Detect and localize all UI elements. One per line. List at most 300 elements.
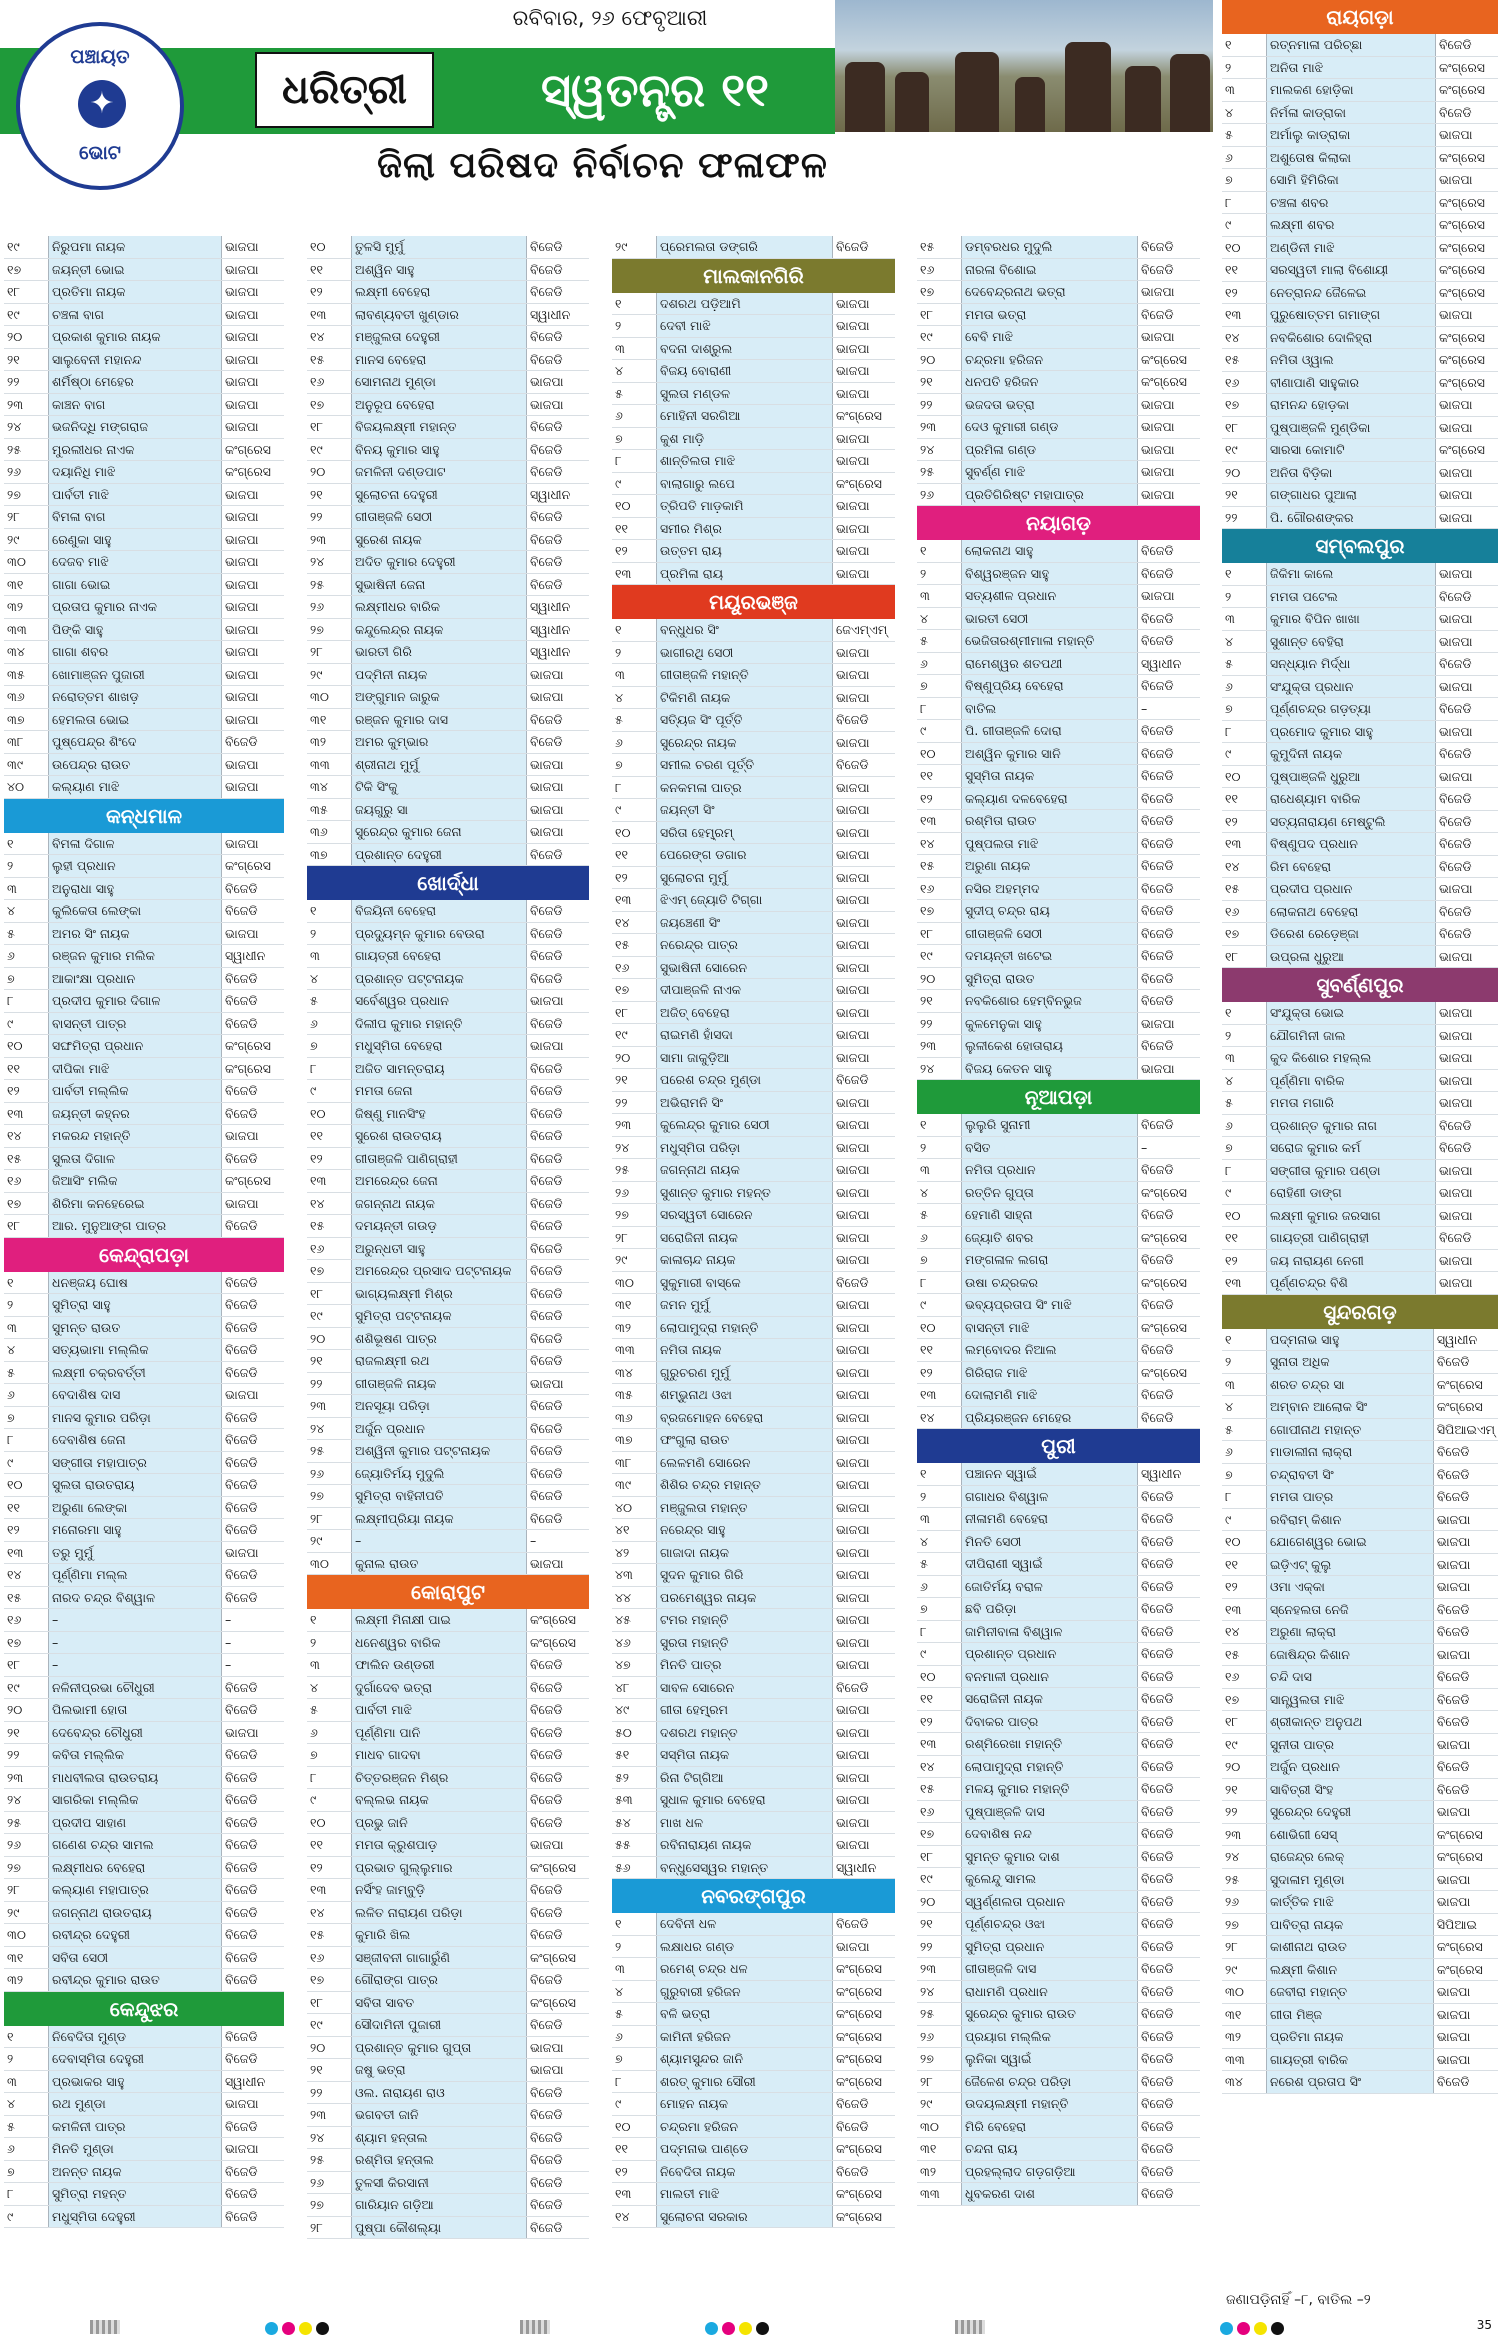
table-row <box>1222 1913 1498 1936</box>
party-name: କଂଗ୍ରେସ <box>527 1946 590 1969</box>
party-name: ଭାଜପା <box>833 315 896 338</box>
party-name: ଭାଜପା <box>833 1541 896 1564</box>
zone-number: ୫ <box>4 2115 49 2138</box>
table-row <box>1222 878 1498 901</box>
table-row <box>917 652 1200 675</box>
party-name: ଭାଜପା <box>1138 1057 1201 1080</box>
table-row <box>1222 1249 1498 1272</box>
table-row <box>1222 1002 1498 1024</box>
zone-number: ୮ <box>612 450 657 473</box>
zone-number: ୭ <box>917 675 962 698</box>
table-row <box>1222 1373 1498 1396</box>
party-name: ଭାଜପା <box>222 551 285 574</box>
candidate-name: ମଙ୍ଗଳାଳ ଲଗରା <box>962 1249 1138 1272</box>
party-name: ବିଜେଡି <box>1138 630 1201 653</box>
party-name: ବିଜେଡି <box>1138 1913 1201 1936</box>
party-name: ବିଜେଡି <box>527 1744 590 1767</box>
party-name: ଭାଜପା <box>1436 1047 1499 1070</box>
zone-number: ୬ <box>917 652 962 675</box>
table-row <box>917 787 1200 810</box>
results-table <box>4 1272 284 1992</box>
zone-number: ୧୨ <box>917 787 962 810</box>
table-row <box>4 1170 284 1193</box>
zone-number: ୩୩ <box>917 2183 962 2206</box>
zone-number: ୨୧ <box>4 1721 49 1744</box>
party-name: ବିଜେଡି <box>1433 1441 1498 1464</box>
logo-bottom-text: ଭୋଟ <box>79 142 121 164</box>
table-row <box>4 551 284 574</box>
candidate-name: ଗାଗା ଭୋଇ <box>49 573 222 596</box>
zone-number: ୨ <box>1222 56 1267 79</box>
table-row <box>4 1609 284 1632</box>
party-name: ବିଜେଡି <box>1138 2115 1201 2138</box>
table-row <box>612 1249 895 1272</box>
zone-number: ୬ <box>917 1226 962 1249</box>
candidate-name: ମମତା ମଗାରି <box>1267 1092 1436 1115</box>
candidate-name: ସୁମନ୍ତ ରାଉତ <box>49 1316 222 1339</box>
candidate-name: ସୁମିତ୍ରା ପ୍ରଧାନ <box>962 1935 1138 1958</box>
candidate-name: ଭେଜିତାରଶ୍ମୀମାଳା ମହାନ୍ତି <box>962 630 1138 653</box>
table-row <box>917 1463 1200 1485</box>
candidate-name: ଧନପତି ହରିଜନ <box>962 371 1138 394</box>
table-row <box>612 1451 895 1474</box>
candidate-name: ସୁଶାନ୍ତ କୁମାର ମହନ୍ତ <box>657 1181 833 1204</box>
zone-number: ୩୮ <box>4 731 49 754</box>
candidate-name: ଅଶ୍ୱିନୀ କୁମାର ପଟ୍ଟନାୟକ <box>352 1440 527 1463</box>
table-row <box>612 562 895 585</box>
table-row <box>1222 214 1498 237</box>
party-name: ବିଜେଡି <box>1433 1756 1498 1779</box>
zone-number: ୧୯ <box>1222 439 1267 462</box>
candidate-name: ହେମଲତା ଭୋଇ <box>49 708 222 731</box>
table-row <box>612 1721 895 1744</box>
zone-number: ୮ <box>917 697 962 720</box>
party-name: ବିଜେଡି <box>527 461 590 484</box>
table-row <box>307 945 589 968</box>
candidate-name: ଅରୁନ୍ଧତୀ ସାହୁ <box>352 1237 527 1260</box>
table-row <box>917 1012 1200 1035</box>
candidate-name: ଲକ୍ଷ୍ମୀ କିଶାନ <box>1267 1958 1434 1981</box>
zone-number: ୩ <box>307 945 352 968</box>
zone-number: ୩୯ <box>4 753 49 776</box>
registration-mark <box>90 2320 120 2334</box>
candidate-name: ସରସ୍ୱତୀ ମାଲା ବିଶୋୟୀ <box>1267 259 1436 282</box>
party-name: ଭାଜପା <box>833 641 896 664</box>
candidate-name: – <box>49 1654 222 1677</box>
zone-number: ୨୮ <box>612 1226 657 1249</box>
candidate-name: ପୂର୍ଣ୍ଣିମା ପାନି <box>352 1721 527 1744</box>
party-name: ଭାଜପା <box>222 686 285 709</box>
zone-number: ୭ <box>612 2048 657 2071</box>
table-row <box>917 2115 1200 2138</box>
candidate-name: ଭାରତୀ ଗିରି <box>352 641 527 664</box>
party-name: ଭାଜପା <box>833 382 896 405</box>
zone-number: ୩୦ <box>4 1924 49 1947</box>
table-row <box>1222 608 1498 631</box>
candidate-name: ସାମା ଜାକୁଡ଼ିଆ <box>657 1046 833 1069</box>
party-name: ବିଜେଡି <box>527 1057 590 1080</box>
party-name: ବିଜେଡି <box>222 1316 285 1339</box>
party-name: ବିଜେଡି <box>1436 653 1499 676</box>
candidate-name: ନସିର ଅହମ୍ମଦ <box>962 877 1138 900</box>
zone-number: ୨୪ <box>307 1417 352 1440</box>
candidate-name: ତୁଳସି ମୁର୍ମୁ <box>352 236 527 258</box>
zone-number: ୨୯ <box>4 528 49 551</box>
zone-number: ୩୨ <box>1222 2026 1267 2049</box>
zone-number: ୪ <box>917 1181 962 1204</box>
zone-number: ୧ <box>4 1272 49 1294</box>
zone-number: ୧୪ <box>307 1901 352 1924</box>
table-row <box>307 1631 589 1654</box>
candidate-name: ସୁରେଶ ରାଉତରାୟ <box>352 1125 527 1148</box>
table-row <box>307 1125 589 1148</box>
candidate-name: ରତ୍ନମାଳା ପରିଚ୍ଛା <box>1267 34 1436 56</box>
party-name: ବିଜେଡି <box>1138 945 1201 968</box>
table-row <box>612 1001 895 1024</box>
party-name: ବିଜେଡି <box>527 1699 590 1722</box>
party-name: ଭାଜପା <box>833 1935 896 1958</box>
table-row <box>1222 1981 1498 2004</box>
zone-number: ୪୧ <box>612 1519 657 1542</box>
candidate-name: ସୁରତା ମହାନ୍ତି <box>657 1631 833 1654</box>
candidate-name: ମାଖ ଧଳ <box>657 1811 833 1834</box>
zone-number: ୯ <box>4 2205 49 2228</box>
candidate-name: ନାରଳା ବିଶୋଇ <box>962 258 1138 281</box>
zone-number: ୨୯ <box>917 2093 962 2116</box>
zone-number: ୯ <box>917 720 962 743</box>
zone-number: ୨ <box>307 1631 352 1654</box>
candidate-name: ସ୍ୱର୍ଣ୍ଣଲତା ପ୍ରଧାନ <box>962 1890 1138 1913</box>
zone-number: ୨୭ <box>917 2048 962 2071</box>
party-name: ଭାଜପା <box>527 1035 590 1058</box>
table-row <box>307 326 589 349</box>
party-name: ବିଜେଡି <box>527 1969 590 1992</box>
zone-number: ୧୬ <box>4 1609 49 1632</box>
zone-number: ୨୮ <box>4 1879 49 1902</box>
candidate-name: ଅମରେନ୍ଦ୍ର ଜେନା <box>352 1170 527 1193</box>
candidate-name: ନରେଶ ପ୍ରତାପ ସିଂ <box>1267 2071 1434 2094</box>
party-name: ଭାଜପା <box>833 1159 896 1182</box>
zone-number: ୧୬ <box>1222 1666 1267 1689</box>
candidate-name: ସରିତା ହେମ୍ବ୍ରମ୍ <box>657 821 833 844</box>
party-name: ବିଜେଡି <box>1138 2070 1201 2093</box>
zone-number: ୧୦ <box>1222 1531 1267 1554</box>
party-name: ବିଜେଡି <box>222 1294 285 1317</box>
zone-number: ୧୬ <box>307 1946 352 1969</box>
candidate-name: କଲ୍ୟାଣ ମହାପାତ୍ର <box>49 1879 222 1902</box>
party-name: ବିଜେଡି <box>222 1946 285 1969</box>
candidate-name: ନମିତା ଓ୍ୱାଲ <box>1267 349 1436 372</box>
zone-number: ୨୧ <box>612 1069 657 1092</box>
party-name: ବିଜେଡି <box>1138 2093 1201 2116</box>
candidate-name: ଭଜଦତା ଭତ୍ରା <box>962 393 1138 416</box>
table-row <box>917 630 1200 653</box>
party-name: ଭାଜପା <box>1433 1981 1498 2004</box>
party-name: ବିଜେଡି <box>833 1676 896 1699</box>
candidate-name: ବାସନ୍ତୀ ପାତ୍ର <box>49 1012 222 1035</box>
party-name: ଭାଜପା <box>833 360 896 383</box>
party-name: ବିଜେଡି <box>1436 1114 1499 1137</box>
table-row <box>4 945 284 968</box>
candidate-name: ନବକିଶୋର ଦୋଳିହ୍ରା <box>1267 326 1436 349</box>
candidate-name: ଅଣ୍ଡିନୀ ମାଝି <box>1267 236 1436 259</box>
party-name: ସ୍ୱାଧୀନ <box>222 2070 285 2093</box>
results-table <box>612 236 895 259</box>
table-row <box>1222 1351 1498 1374</box>
zone-number: ୧୭ <box>612 979 657 1002</box>
zone-number: ୧୦ <box>917 1665 962 1688</box>
candidate-name: ଗାଗା ଶବର <box>49 641 222 664</box>
zone-number: ୧୯ <box>4 1676 49 1699</box>
party-name: କଂଗ୍ରେସ <box>833 472 896 495</box>
party-name: ଜେଏମ୍‌ଏମ୍ <box>833 619 896 641</box>
party-name: କଂଗ୍ରେସ <box>222 855 285 878</box>
candidate-name: କୁମାରି ଖିଲ <box>352 1924 527 1947</box>
district-heading: ରାୟଗଡ଼ା <box>1222 0 1498 34</box>
zone-number: ୨୮ <box>917 2070 962 2093</box>
party-name: ବିଜେଡି <box>527 236 590 258</box>
zone-number: ୨୨ <box>307 1372 352 1395</box>
zone-number: ୨୧ <box>917 990 962 1013</box>
table-row <box>307 1102 589 1125</box>
zone-number: ୪୪ <box>612 1586 657 1609</box>
table-row <box>4 1316 284 1339</box>
table-row <box>307 1766 589 1789</box>
candidate-name: ପ୍ରଦୀପ ସାହାଣ <box>49 1811 222 1834</box>
candidate-name: ଦେବାସ୍ମିତା ଦେହୁରୀ <box>49 2048 222 2071</box>
zone-number: ୧୨ <box>307 281 352 304</box>
table-row <box>307 1811 589 1834</box>
table-row <box>1222 1137 1498 1160</box>
table-row <box>612 956 895 979</box>
table-row <box>4 1969 284 1992</box>
table-row <box>307 1170 589 1193</box>
candidate-name: ପ୍ରଦୀପ ପ୍ରଧାନ <box>1267 878 1436 901</box>
candidate-name: ରିନା ଟିଗ୍ଗିଆ <box>657 1766 833 1789</box>
candidate-name: ପୂର୍ଣ୍ଣଚନ୍ଦ୍ର ଗଡ଼ତ୍ୟା <box>1267 698 1436 721</box>
candidate-name: ଜଗନ୍ନାଥ ନାୟକ <box>352 1192 527 1215</box>
candidate-name: ପ୍ରଭାକର ସାହୁ <box>49 2070 222 2093</box>
table-row <box>307 551 589 574</box>
candidate-name: ସର୍ବେଶ୍ୱର ପ୍ରଧାନ <box>352 990 527 1013</box>
party-name: ବିଜେଡି <box>1138 877 1201 900</box>
zone-number: ୧୩ <box>1222 833 1267 856</box>
party-name: ଭାଜପା <box>833 731 896 754</box>
table-row <box>307 2216 589 2239</box>
party-name: ଭାଜପା <box>833 1631 896 1654</box>
table-row <box>4 1699 284 1722</box>
candidate-name: ପ୍ରଭାତ ଗୁଲ୍ଲୁମାର <box>352 1856 527 1879</box>
party-name: ବିଜେଡି <box>833 2115 896 2138</box>
table-row <box>1222 1418 1498 1441</box>
zone-number: ୧୮ <box>917 922 962 945</box>
table-row <box>4 573 284 596</box>
table-row <box>307 1035 589 1058</box>
candidate-name: ଜୋଷିନ୍ଦ୍ର କିଶାନ <box>1267 1643 1434 1666</box>
party-name: ବିଜେଡି <box>1436 788 1499 811</box>
table-row <box>1222 1329 1498 1351</box>
zone-number: ୩୭ <box>612 1429 657 1452</box>
table-row <box>612 1181 895 1204</box>
zone-number: ୬ <box>307 1012 352 1035</box>
results-column-1 <box>4 236 284 2228</box>
table-row <box>1222 1711 1498 1734</box>
table-row <box>1222 461 1498 484</box>
zone-number: ୨୨ <box>4 371 49 394</box>
candidate-name: – <box>49 1631 222 1654</box>
table-row <box>307 922 589 945</box>
candidate-name: ଗୀତାଞ୍ଜଳି ମହାନ୍ତି <box>657 664 833 687</box>
candidate-name: ଶୋଭିଗୀ ସେସ୍ <box>1267 1823 1434 1846</box>
party-name: ଭାଜପା <box>833 1744 896 1767</box>
party-name: ଭାଜପା <box>833 1766 896 1789</box>
candidate-name: ଶରତ ଚନ୍ଦ୍ର ସା <box>1267 1373 1434 1396</box>
zone-number: ୧୮ <box>1222 945 1267 968</box>
table-row <box>612 1159 895 1182</box>
party-name: ଭାଜପା <box>222 573 285 596</box>
candidate-name: ଗଙ୍ଗାଧର ପୁଆଲା <box>1267 484 1436 507</box>
results-table <box>307 236 589 866</box>
party-name: ଭାଜପା <box>1436 608 1499 631</box>
table-row <box>307 2036 589 2059</box>
party-name: ଭାଜପା <box>833 1226 896 1249</box>
zone-number: ୧୬ <box>4 1170 49 1193</box>
table-row <box>917 281 1200 304</box>
zone-number: ୧୭ <box>917 281 962 304</box>
zone-number: ୧ <box>917 1463 962 1485</box>
zone-number: ୯ <box>917 1643 962 1666</box>
zone-number: ୩୪ <box>4 641 49 664</box>
table-row <box>4 236 284 258</box>
candidate-name: ହେମାଣି ସାହ୍ନା <box>962 1204 1138 1227</box>
candidate-name: ବେବି ମାଝି <box>962 326 1138 349</box>
party-name: ସ୍ୱାଧୀନ <box>527 596 590 619</box>
candidate-name: ବିଜୟଲକ୍ଷ୍ମୀ ମହାନ୍ତ <box>352 416 527 439</box>
zone-number: ୨୨ <box>1222 506 1267 529</box>
table-row <box>1222 34 1498 56</box>
table-row <box>307 1192 589 1215</box>
candidate-name: ଶିରିମା କନହେରେଇ <box>49 1192 222 1215</box>
registration-dot <box>299 2322 312 2335</box>
table-row <box>917 1159 1200 1182</box>
party-name: ବିଜେଡି <box>1433 1351 1498 1374</box>
zone-number: ୨ <box>4 2048 49 2071</box>
candidate-name: ଭବ୍ୟପ୍ରତାପ ସିଂ ମାଝି <box>962 1294 1138 1317</box>
candidate-name: କୁମୁଦିନୀ ନାୟକ <box>1267 743 1436 766</box>
party-name: ଭାଜପା <box>833 562 896 585</box>
table-row <box>612 2160 895 2183</box>
party-name: ବିଜେଡି <box>1138 1485 1201 1508</box>
candidate-name: ସାଲୁବେନୀ ମହାନନ୍ଦ <box>49 348 222 371</box>
candidate-name: ଦେଜବ ମାଝି <box>49 551 222 574</box>
candidate-name: ଦୋଲାମଣି ମାଝି <box>962 1384 1138 1407</box>
candidate-name: ମିନତି ମୁଣ୍ଡା <box>49 2138 222 2161</box>
candidate-name: ରାଇମଣି ହାଁସଦା <box>657 1024 833 1047</box>
candidate-name: ପାର୍ବତୀ ମାଝି <box>352 1699 527 1722</box>
candidate-name: ପୁଷ୍ପାଞ୍ଜଳି ଧୁରୁଆ <box>1267 765 1436 788</box>
zone-number: ୮ <box>917 1620 962 1643</box>
zone-number: ୩୬ <box>307 821 352 844</box>
candidate-name: ଗୀତାଞ୍ଜଳି ପାଣିଗ୍ରାହୀ <box>352 1147 527 1170</box>
table-row <box>612 686 895 709</box>
table-row <box>917 1485 1200 1508</box>
zone-number: ୫ <box>612 382 657 405</box>
candidate-name: ନବକିଶୋର ହେମ୍ବିନଭୁଜ <box>962 990 1138 1013</box>
table-row <box>1222 1891 1498 1914</box>
table-row <box>612 2003 895 2026</box>
candidate-name: ବଦନା ଦାଶ୍ରୁଲ <box>657 337 833 360</box>
candidate-name: ଅରୁଣା ନାୟକ <box>962 855 1138 878</box>
zone-number: ୧୩ <box>1222 1598 1267 1621</box>
party-name: ଭାଜପା <box>527 2059 590 2082</box>
zone-number: ୨୩ <box>4 1766 49 1789</box>
table-row <box>4 1744 284 1767</box>
candidate-name: ସରୋଜିନୀ ନାୟକ <box>657 1226 833 1249</box>
party-name: ବିଜେଡି <box>1138 1384 1201 1407</box>
candidate-name: ଜ୍ୟୋତିର୍ମୟ ମୁଦୁଲି <box>352 1462 527 1485</box>
table-row <box>917 877 1200 900</box>
zone-number: ୩୮ <box>612 1451 657 1474</box>
party-name: – <box>1138 697 1201 720</box>
candidate-name: ବିଜୟ ବୋରାଣୀ <box>657 360 833 383</box>
table-row <box>1222 101 1498 124</box>
table-row <box>4 1676 284 1699</box>
table-row <box>917 832 1200 855</box>
candidate-name: ପ୍ରଦୀପ କୁମାର ଦିଗାଳ <box>49 990 222 1013</box>
party-name: ବିଜେଡି <box>222 1451 285 1474</box>
party-name: ବିଜେଡି <box>222 1080 285 1103</box>
table-row <box>4 1294 284 1317</box>
table-row <box>307 1969 589 1992</box>
zone-number: ୨୧ <box>1222 1778 1267 1801</box>
candidate-name: ଭାଗୀରଥି ସେଠୀ <box>657 641 833 664</box>
zone-number: ୧୩ <box>612 562 657 585</box>
results-column-2 <box>307 236 589 2239</box>
zone-number: ୨୧ <box>917 371 962 394</box>
zone-number: ୯ <box>4 1012 49 1035</box>
zone-number: ୨ <box>917 1485 962 1508</box>
party-name: ବିଜେଡି <box>527 2014 590 2037</box>
table-row <box>4 618 284 641</box>
candidate-name: ଓମା ଏକ୍କା <box>1267 1576 1434 1599</box>
candidate-name: ମମତା ପାତ୍ର <box>1267 1486 1434 1509</box>
candidate-name: ଶ୍ୟାମସୁନ୍ଦର ଜାନି <box>657 2048 833 2071</box>
candidate-name: ଗଗାଧର ବିଶ୍ୱାଳ <box>962 1485 1138 1508</box>
candidate-name: ସତ୍ୟଶୀଳ ପ୍ରଧାନ <box>962 585 1138 608</box>
results-table <box>1222 34 1498 529</box>
candidate-name: ଦେବୀ ମାଝି <box>657 315 833 338</box>
party-name: ବିଜେଡି <box>1138 1159 1201 1182</box>
party-name: କଂଗ୍ରେସ <box>222 1170 285 1193</box>
zone-number: ୩ <box>917 1508 962 1531</box>
party-name: ଭାଜପା <box>1436 506 1499 529</box>
candidate-name: ଲୁହୀ ପ୍ରଧାନ <box>49 855 222 878</box>
zone-number: ୩୧ <box>307 708 352 731</box>
zone-number: ୨୩ <box>917 1958 962 1981</box>
zone-number: ୪୦ <box>612 1496 657 1519</box>
candidate-name: ରାମେଶ୍ୱର ଶତପଥୀ <box>962 652 1138 675</box>
table-row <box>1222 698 1498 721</box>
table-row <box>307 348 589 371</box>
table-row <box>612 293 895 315</box>
party-name: ବିଜେଡି <box>527 1462 590 1485</box>
candidate-name: ଜୟନ୍ତୀ ଭୋଇ <box>49 258 222 281</box>
zone-number: ୨୪ <box>4 1789 49 1812</box>
district-heading: କେନ୍ଦୁଝର <box>4 1992 284 2026</box>
candidate-name: ଅନୁରୂପ ବେହେରା <box>352 393 527 416</box>
zone-number: ୧୧ <box>917 765 962 788</box>
zone-number: ୮ <box>917 1271 962 1294</box>
